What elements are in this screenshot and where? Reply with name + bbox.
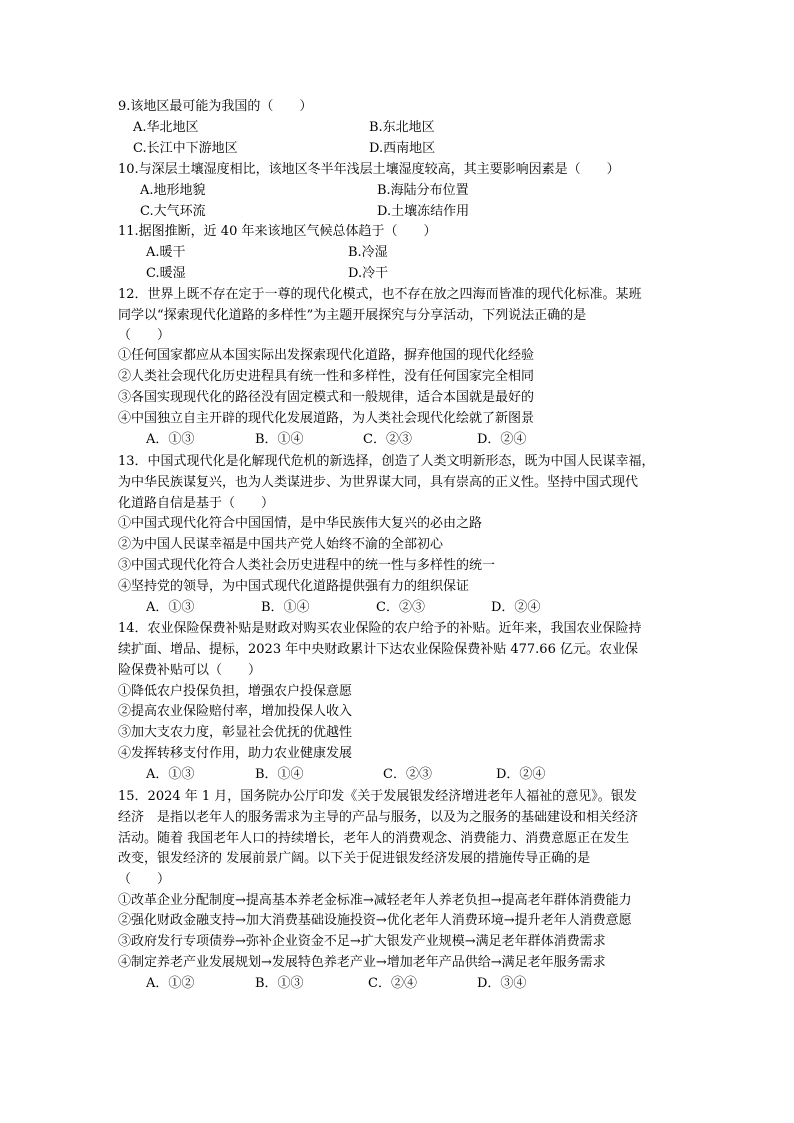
question-15-option-a: A．①②	[146, 976, 195, 991]
question-12-option-c: C．②③	[363, 432, 412, 447]
question-15-stem-line-5: （ ）	[118, 872, 171, 887]
question-14-statement-1: ①降低农户投保负担，增强农户投保意愿	[118, 684, 353, 699]
question-11-stem: 11.据图推断，近 40 年来该地区气候总体趋于（ ）	[118, 224, 437, 239]
question-9-stem: 9.该地区最可能为我国的（ ）	[118, 99, 313, 114]
question-11-option-d: D.冷干	[348, 266, 389, 281]
question-13-stem-line-1: 13．中国式现代化是化解现代危机的新选择，创造了人类文明新形态，既为中国人民谋幸福，	[118, 454, 655, 469]
question-12-stem-line-2: 同学以“探索现代化道路的多样性”为主题开展探究与分享活动，下列说法正确的是	[118, 308, 587, 323]
question-15-option-d: D．③④	[477, 976, 527, 991]
question-13-statement-4: ④坚持党的领导，为中国式现代化道路提供强有力的组织保证	[118, 579, 470, 594]
question-12-option-a: A．①③	[146, 432, 195, 447]
question-15-stem-line-4: 改变，银发经济的 发展前景广阔。以下关于促进银发经济发展的措施传导正确的是	[118, 851, 591, 866]
question-15-option-c: C．②④	[368, 976, 417, 991]
question-15-stem-line-2: 经济 是指以老年人的服务需求为主导的产品与服务，以及为之服务的基础建设和相关经济	[118, 810, 639, 825]
question-9-option-b: B.东北地区	[369, 120, 435, 135]
question-13-stem-line-2: 为中华民族谋复兴，也为人类谋进步、为世界谋大同，具有崇高的正义性。坚持中国式现代	[118, 475, 639, 490]
question-13-option-c: C．②③	[376, 600, 425, 615]
question-10-option-c: C.大气环流	[140, 204, 206, 219]
question-9-option-d: D.西南地区	[369, 141, 436, 156]
question-13-option-d: D．②④	[491, 600, 541, 615]
question-13-stem-line-3: 化道路自信是基于（ ）	[118, 496, 275, 511]
question-15-statement-1: ①改革企业分配制度→提高基本养老金标准→减轻老年人养老负担→提高老年群体消费能力	[118, 893, 632, 908]
question-15-option-b: B．①③	[255, 976, 304, 991]
question-14-statement-2: ②提高农业保险赔付率，增加投保人收入	[118, 704, 353, 719]
question-9-option-c: C.长江中下游地区	[133, 141, 238, 156]
question-11-option-b: B.冷湿	[348, 245, 388, 260]
question-14-stem-line-1: 14．农业保险保费补贴是财政对购买农业保险的农户给予的补贴。近年来，我国农业保险持	[118, 621, 642, 636]
question-10-option-b: B.海陆分布位置	[377, 183, 469, 198]
question-15-statement-3: ③政府发行专项债券→弥补企业资金不足→扩大银发产业规模→满足老年群体消费需求	[118, 934, 606, 949]
question-12-option-b: B．①④	[255, 432, 304, 447]
question-15-stem-line-1: 15．2024 年 1 月，国务院办公厅印发《关于发展银发经济增进老年人福祉的意见》。银发	[118, 789, 637, 804]
question-15-statement-4: ④制定养老产业发展规划→发展特色养老产业→增加老年产品供给→满足老年服务需求	[118, 955, 606, 970]
question-12-option-d: D．②④	[477, 432, 527, 447]
question-12-statement-2: ②人类社会现代化历史进程具有统一性和多样性，没有任何国家完全相同	[118, 369, 535, 384]
question-12-statement-1: ①任何国家都应从本国实际出发探索现代化道路，摒弃他国的现代化经验	[118, 348, 535, 363]
question-14-stem-line-3: 险保费补贴可以（ ）	[118, 663, 262, 678]
question-9-option-a: A.华北地区	[133, 120, 199, 135]
question-12-stem-line-3: （ ）	[118, 328, 171, 343]
question-13-option-a: A．①③	[146, 600, 195, 615]
question-13-statement-2: ②为中国人民谋幸福是中国共产党人始终不渝的全部初心	[118, 537, 444, 552]
question-10-option-a: A.地形地貌	[140, 183, 206, 198]
question-14-statement-4: ④发挥转移支付作用，助力农业健康发展	[118, 746, 353, 761]
question-15-statement-2: ②强化财政金融支持→加大消费基础设施投资→优化老年人消费环境→提升老年人消费意愿	[118, 913, 632, 928]
question-10-stem: 10.与深层土壤湿度相比，该地区冬半年浅层土壤湿度较高，其主要影响因素是（ ）	[118, 162, 620, 177]
question-14-option-b: B．①④	[255, 767, 304, 782]
question-15-stem-line-3: 活动。随着 我国老年人口的持续增长，老年人的消费观念、消费能力、消费意愿正在发生	[118, 831, 630, 846]
question-11-option-a: A.暖干	[146, 245, 186, 260]
question-13-statement-1: ①中国式现代化符合中国国情，是中华民族伟大复兴的必由之路	[118, 516, 483, 531]
question-14-stem-line-2: 续扩面、增品、提标，2023 年中央财政累计下达农业保险保费补贴 477.66 亿元。农业保	[118, 642, 638, 657]
question-14-statement-3: ③加大支农力度，彰显社会优抚的优越性	[118, 725, 353, 740]
question-10-option-d: D.土壤冻结作用	[377, 204, 470, 219]
question-12-statement-3: ③各国实现现代化的路径没有固定模式和一般规律，适合本国就是最好的	[118, 390, 535, 405]
question-12-stem-line-1: 12．世界上既不存在定于一尊的现代化模式，也不存在放之四海而皆准的现代化标准。某班	[118, 287, 642, 302]
question-14-option-c: C．②③	[383, 767, 432, 782]
question-14-option-a: A．①③	[146, 767, 195, 782]
question-11-option-c: C.暖湿	[146, 266, 186, 281]
question-12-statement-4: ④中国独立自主开辟的现代化发展道路，为人类社会现代化绘就了新图景	[118, 411, 535, 426]
question-14-option-d: D．②④	[496, 767, 546, 782]
question-13-statement-3: ③中国式现代化符合人类社会历史进程中的统一性与多样性的统一	[118, 558, 496, 573]
question-13-option-b: B．①④	[261, 600, 310, 615]
